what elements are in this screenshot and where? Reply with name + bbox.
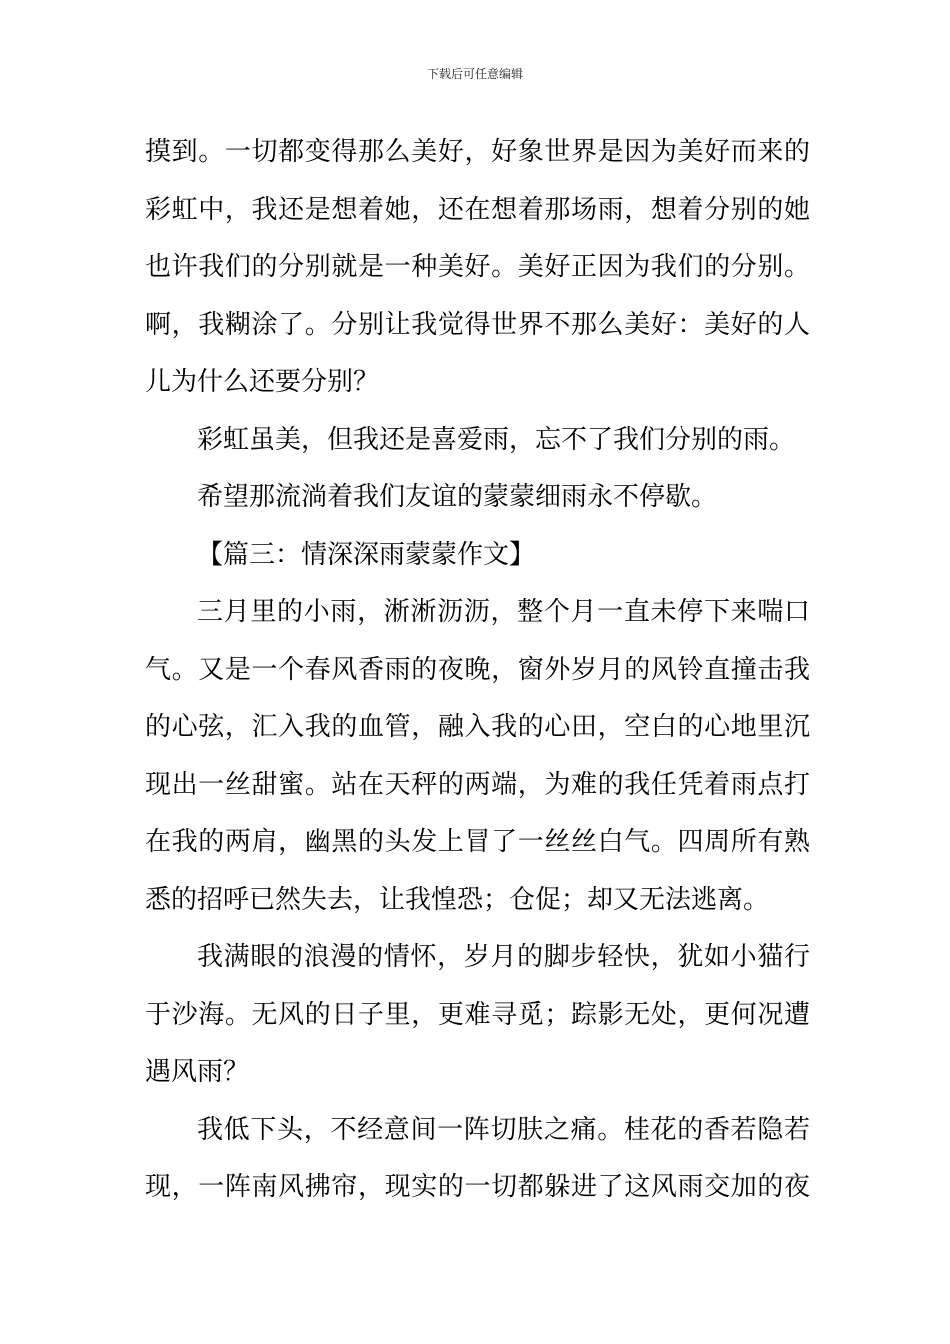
text-line: 彩虹中，我还是想着她，还在想着那场雨，想着分别的她 <box>145 194 810 225</box>
text-line: 气。又是一个春风香雨的夜晚，窗外岁月的风铃直撞击我 <box>145 654 810 685</box>
page-header: 下载后可任意编辑 <box>426 67 523 81</box>
document-body <box>145 124 810 1217</box>
text-line: 悉的招呼已然失去，让我惶恐；仓促；却又无法逃离。 <box>145 884 770 915</box>
text-line: 现，一阵南风拂帘，现实的一切都躲进了这风雨交加的夜 <box>145 1172 810 1202</box>
text-line: 于沙海。无风的日子里，更难寻觅；踪影无处，更何况遭 <box>145 999 810 1030</box>
text-line: 也许我们的分别就是一种美好。美好正因为我们的分别。 <box>145 252 810 282</box>
text-line: 啊，我糊涂了。分别让我觉得世界不那么美好：美好的人 <box>145 309 810 340</box>
text-line: 三月里的小雨，淅淅沥沥，整个月一直未停下来喘口 <box>197 597 810 627</box>
text-line: 在我的两肩，幽黑的头发上冒了一丝丝白气。四周所有熟 <box>145 827 810 857</box>
text-line: 现出一丝甜蜜。站在天秤的两端，为难的我任凭着雨点打 <box>145 769 810 800</box>
text-line: 我满眼的浪漫的情怀，岁月的脚步轻快，犹如小猫行 <box>197 942 810 972</box>
text-line: 希望那流淌着我们友谊的蒙蒙细雨永不停歇。 <box>197 482 718 512</box>
text-line: 彩虹虽美，但我还是喜爱雨，忘不了我们分别的雨。 <box>197 424 796 455</box>
text-line: 的心弦，汇入我的血管，融入我的心田，空白的心地里沉 <box>145 712 810 742</box>
text-line: 遇风雨？ <box>145 1057 250 1087</box>
text-line: 儿为什么还要分别？ <box>145 367 380 397</box>
text-line: 摸到。一切都变得那么美好，好象世界是因为美好而来的 <box>145 137 810 167</box>
text-line: 我低下头，不经意间一阵切肤之痛。桂花的香若隐若 <box>197 1114 810 1145</box>
section-heading: 【篇三：情深深雨蒙蒙作文】 <box>197 539 536 570</box>
